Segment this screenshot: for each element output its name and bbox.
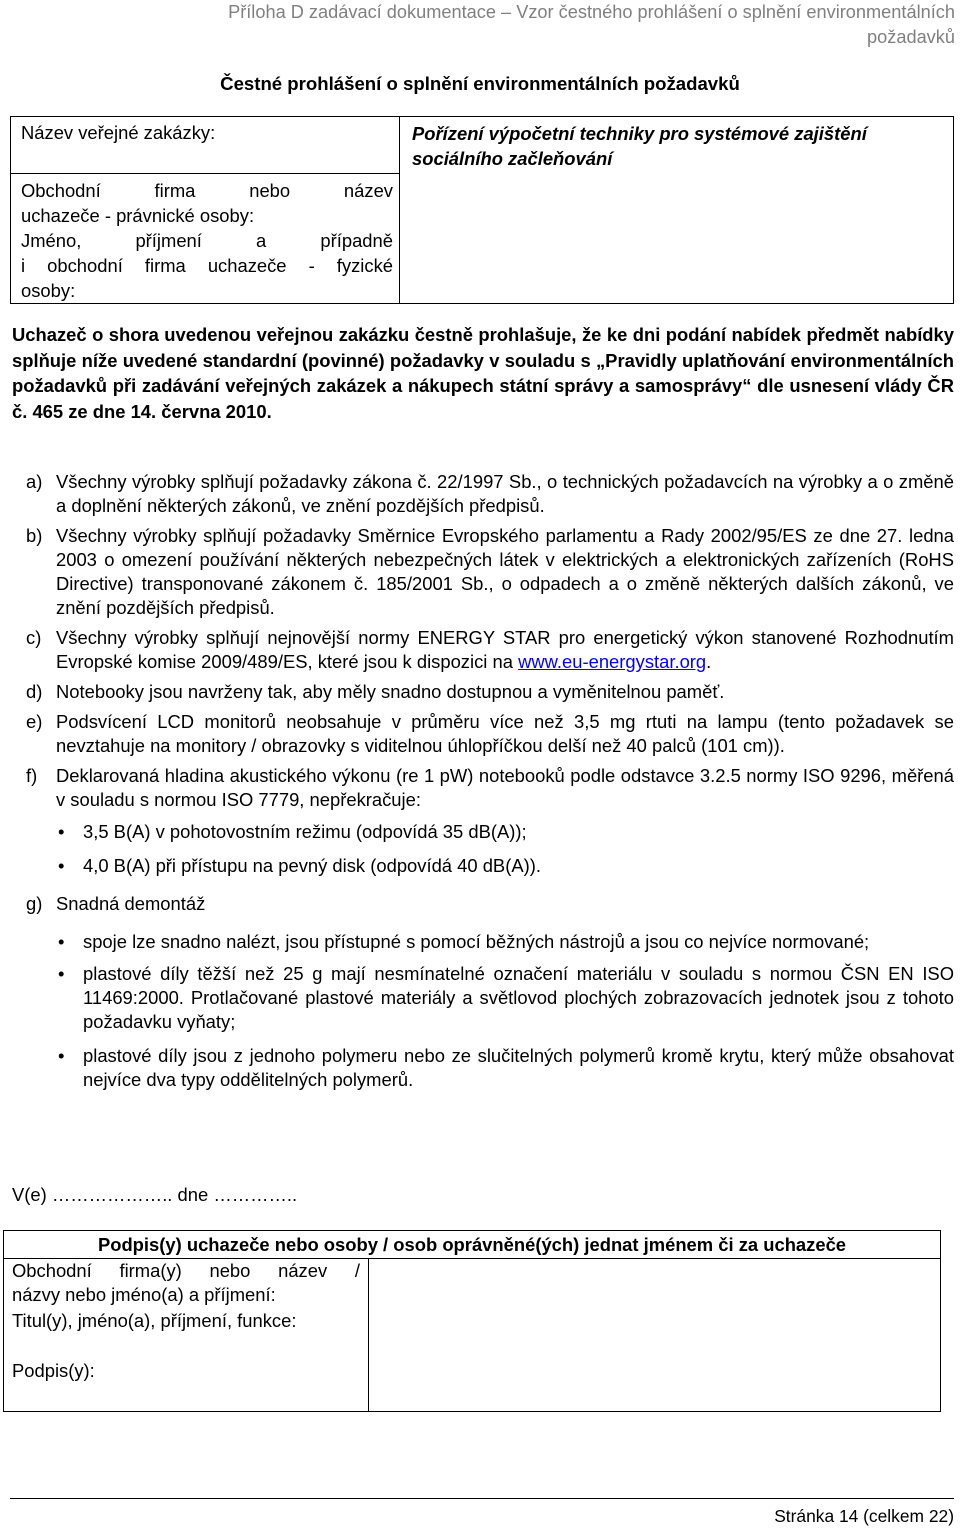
requirement-f <box>0 764 960 812</box>
label-divider <box>11 173 399 174</box>
item-f-text-1: Deklarovaná hladina akustického výkonu (re 1 pW) notebooků podle odstavce 3.2.5 normy <box>56 765 798 786</box>
document-title: Čestné prohlášení o splnění environmentálních požadavků <box>220 73 740 94</box>
item-f-text-2: ISO 9296, měřená v souladu s normou ISO 7779, nepřekračuje: <box>56 765 954 810</box>
item-b-text-3: a elektronických zařízeních (RoHS Directive) transponované zákonem č. 185/2001 Sb., o <box>56 549 954 594</box>
requirement-b <box>0 524 960 620</box>
requirement-g <box>0 892 960 916</box>
item-letter: a) <box>26 471 43 492</box>
bullet-item <box>0 1044 960 1092</box>
bullet-icon: • <box>58 963 65 984</box>
info-values-cell[interactable] <box>400 117 954 304</box>
label-person-line-2: i obchodní firma uchazeče - fyzické <box>21 255 393 276</box>
page-number: Stránka 14 (celkem 22) <box>774 1506 954 1526</box>
bullet-text: 4,0 B(A) při přístupu na pevný disk (odpovídá 40 dB(A)). <box>83 855 541 876</box>
bullet-icon: • <box>58 931 65 952</box>
bullet-icon: • <box>58 1045 65 1066</box>
item-e-text-1: Podsvícení LCD monitorů neobsahuje v průměru více než 3,5 mg rtuti na lampu (tento <box>56 711 825 732</box>
item-c-end: . <box>706 651 712 672</box>
footer-divider <box>10 1498 954 1499</box>
bullet-text: 3,5 B(A) v pohotovostním režimu (odpovídá 35 dB(A)); <box>83 821 527 842</box>
label-sig-signature: Podpis(y): <box>12 1360 95 1381</box>
signature-values-cell[interactable] <box>369 1259 941 1412</box>
item-a-text-1: Všechny výrobky splňují požadavky zákona č. 22/1997 Sb., o technických požadavcích na <box>56 471 794 492</box>
item-e-text-2: požadavek se nevztahuje na monitory / obrazovky s viditelnou úhlopříčkou delší než 40 palců <box>56 711 954 756</box>
contract-info-table <box>10 116 954 304</box>
bullet-item <box>0 962 960 1034</box>
item-a-text-2: výrobky a o změně a doplnění některých zákonů, ve znění pozdějších předpisů. <box>56 471 954 516</box>
item-b-text-2: dne 27. ledna 2003 o omezení používání některých nebezpečných látek v elektrických <box>56 525 955 570</box>
requirement-e <box>0 710 960 758</box>
contract-name-line-1: Pořízení výpočetní techniky pro systémové zajištění <box>412 123 867 144</box>
item-letter: c) <box>26 627 42 648</box>
page-header <box>0 0 955 50</box>
item-letter: e) <box>26 711 43 732</box>
label-company-line-1: Obchodní firma nebo název <box>21 180 393 201</box>
item-letter: g) <box>26 893 43 914</box>
label-company-line-2: uchazeče - právnické osoby: <box>21 205 255 226</box>
item-b-text-4: odpadech a o změně některých dalších zákonů, ve znění pozdějších předpisů. <box>56 573 954 618</box>
label-contract-name: Název veřejné zakázky: <box>21 122 216 143</box>
bullet-text-1: spoje lze snadno nalézt, jsou přístupné s pomocí běžných nástrojů a jsou co nejvíce <box>83 931 767 952</box>
requirements-list <box>0 470 960 1092</box>
bullet-text-1: plastové díly jsou z jednoho polymeru nebo ze slučitelných polymerů kromě krytu, který <box>83 1045 811 1066</box>
label-sig-company-line-2: názvy nebo jméno(a) a příjmení: <box>12 1284 276 1305</box>
label-sig-titles: Titul(y), jméno(a), příjmení, funkce: <box>12 1310 297 1331</box>
header-line-2: požadavků <box>867 27 955 47</box>
bullet-item <box>0 820 960 844</box>
link-part-2: energystar.org <box>588 651 707 672</box>
item-d-text-1: Notebooky jsou navrženy tak, aby měly snadno dostupnou a vyměnitelnou paměť. <box>56 681 725 702</box>
contract-name-line-2: sociálního začleňování <box>412 148 613 169</box>
requirement-c <box>0 626 960 674</box>
item-c-text-2: Rozhodnutím Evropské komise 2009/489/ES, které jsou k dispozici na <box>56 627 954 672</box>
item-letter: b) <box>26 525 43 546</box>
header-line-1: Příloha D zadávací dokumentace – Vzor čestného prohlášení o splnění environmentálních <box>228 2 955 22</box>
signature-table-heading: Podpis(y) uchazeče nebo osoby / osob oprávněné(ých) jednat jménem či za uchazeče <box>4 1231 941 1259</box>
declaration-line-3: v souladu s „Pravidly uplatňování environmentálních požadavků při zadávání veřejných <box>12 349 954 396</box>
requirement-d <box>0 680 960 704</box>
info-labels-cell <box>11 117 400 304</box>
item-letter: f) <box>26 765 38 786</box>
bullet-text-1: plastové díly těžší než 25 g mají nesmínatelné označení materiálu v souladu <box>83 963 744 984</box>
bullet-icon: • <box>58 855 65 876</box>
declaration-line-2: předmět nabídky splňuje níže uvedené standardní (povinné) požadavky <box>12 324 954 371</box>
label-person-line-3: osoby: <box>21 280 76 301</box>
requirement-a <box>0 470 960 518</box>
signature-table <box>3 1230 941 1412</box>
declaration-line-1: Uchazeč o shora uvedenou veřejnou zakázku čestně prohlašuje, že ke dni podání nabídek <box>12 324 802 345</box>
bullet-item <box>0 930 960 954</box>
item-e-text-3: (101 cm)). <box>701 735 785 756</box>
bullet-text-2: může obsahovat nejvíce dva typy oddělitelných polymerů. <box>83 1045 954 1090</box>
label-person-line-1: Jméno, příjmení a případně <box>21 230 393 251</box>
declaration-line-4: zakázek a nákupech státní správy a samosprávy“ dle usnesení vlády ČR <box>316 375 954 396</box>
item-g-text-1: Snadná demontáž <box>56 893 206 914</box>
declaration-paragraph <box>12 322 954 424</box>
link-part-1: www.eu- <box>518 651 589 672</box>
signature-labels-cell <box>4 1259 369 1412</box>
bullet-icon: • <box>58 821 65 842</box>
energystar-link[interactable] <box>518 651 706 672</box>
declaration-line-5: č. 465 ze dne 14. června 2010. <box>12 400 272 422</box>
bullet-text-2: normované; <box>772 931 870 952</box>
bullet-item <box>0 854 960 878</box>
label-sig-company-line-1: Obchodní firma(y) nebo název / <box>12 1260 360 1281</box>
bullet-text-2: s normou ČSN EN ISO 11469:2000. Protlačované plastové materiály a světlovod plochých <box>83 963 955 1008</box>
bullet-text-3: zobrazovacích jednotek jsou z tohoto požadavku vyňaty; <box>83 987 954 1032</box>
item-c-text-1: Všechny výrobky splňují nejnovější normy ENERGY STAR pro energetický výkon stanovené <box>56 627 837 648</box>
item-letter: d) <box>26 681 43 702</box>
place-date-line: V(e) ……………….. dne ………….. <box>12 1184 298 1205</box>
item-b-text-1: Všechny výrobky splňují požadavky Směrnice Evropského parlamentu a Rady 2002/95/ES ze <box>56 525 833 546</box>
